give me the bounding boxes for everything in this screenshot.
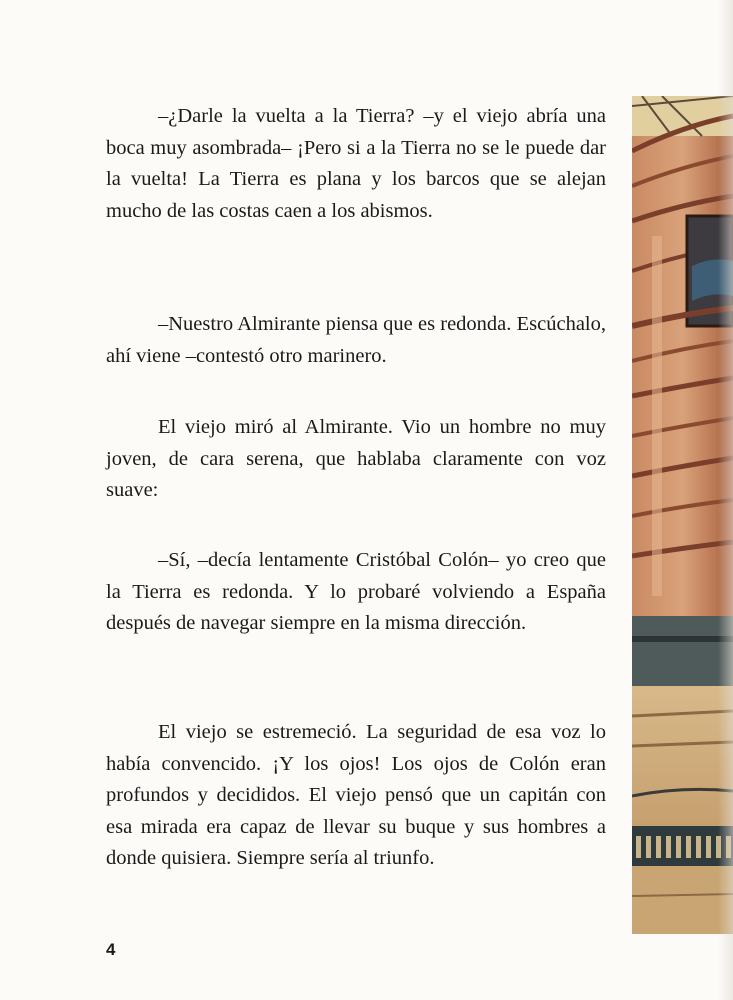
waterline-stripe bbox=[632, 636, 733, 642]
paragraph-text: El viejo se estremeció. La seguridad de esa voz lo había convencido. ¡Y los ojos! Los ojos de Colón eran profundos y decididos. El viejo pensó que un capitán con esa mirada era capaz de llevar su buque y sus hombres a donde quisiera. Siempre sería al triunfo. bbox=[106, 721, 606, 869]
paragraph-el-viejo-miro bbox=[106, 412, 606, 507]
paragraph-text: –Sí, –decía lentamente Cristóbal Colón– yo creo que la Tierra es redonda. Y lo probaré volviendo a España después de navegar siempre en la misma dirección. bbox=[106, 549, 606, 634]
paragraph-colon-habla bbox=[106, 545, 606, 640]
paragraph-nuestro-almirante bbox=[106, 309, 606, 372]
paragraph-text: El viejo miró al Almirante. Vio un hombre no muy joven, de cara serena, que hablaba claramente con voz suave: bbox=[106, 416, 606, 501]
paragraph-darle-la-vuelta bbox=[106, 101, 606, 227]
paragraph-text: –¿Darle la vuelta a la Tierra? –y el viejo abría una boca muy asombrada– ¡Pero si a la Tierra no se le puede dar la vuelta! La Tierra es plana y los barcos que se alejan mucho de las costas caen a los abismos. bbox=[106, 105, 606, 222]
paragraph-el-viejo-se-estremecio bbox=[106, 717, 606, 875]
ship-illustration-svg bbox=[632, 96, 733, 934]
waterline-band bbox=[632, 616, 733, 686]
page-number: 4 bbox=[106, 940, 116, 959]
bottom-hull bbox=[632, 866, 733, 934]
paragraph-text: –Nuestro Almirante piensa que es redonda. Escúchalo, ahí viene –contestó otro marinero. bbox=[106, 313, 606, 367]
ship-hull-illustration bbox=[632, 96, 733, 934]
hull-rib bbox=[652, 236, 662, 596]
